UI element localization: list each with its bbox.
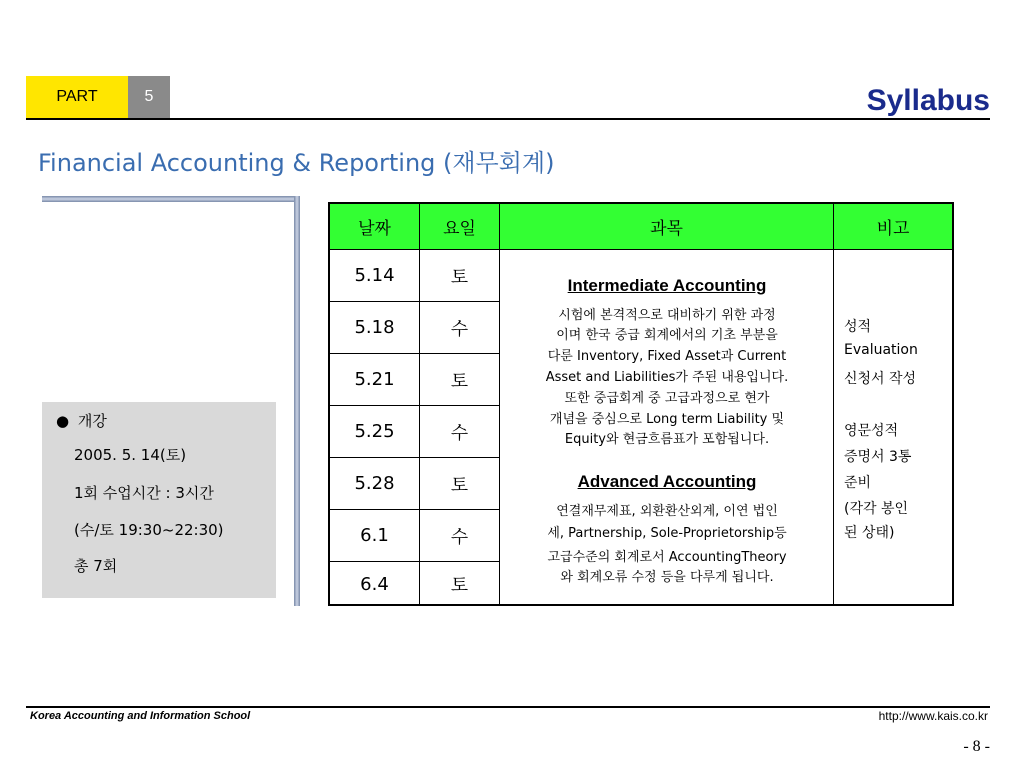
header-date: 날짜	[330, 204, 420, 250]
row-date: 6.4	[330, 562, 420, 606]
page-number: - 8 -	[963, 738, 990, 755]
footer-divider	[26, 706, 990, 708]
course-info-box	[42, 402, 276, 598]
course-description-cell	[500, 250, 834, 606]
row-day: 토	[420, 562, 500, 606]
header-notes: 비고	[834, 204, 952, 250]
course-text-line: Equity와 현금흐름표가 포함됩니다.	[564, 432, 770, 447]
course-text-line: 이며 한국 중급 회계에서의 기초 부분을	[556, 328, 778, 343]
part-label: PART	[26, 76, 128, 118]
part-number: 5	[128, 76, 170, 118]
info-class-duration: 1회 수업시간 : 3시간	[74, 484, 214, 502]
note-line: (각각 봉인	[844, 501, 909, 517]
course-text-line: 또한 중급회계 중 고급과정으로 현가	[564, 391, 770, 406]
note-line: 증명서 3통	[844, 449, 912, 465]
row-day: 수	[420, 302, 500, 354]
note-line: 영문성적	[844, 423, 899, 439]
row-date: 5.18	[330, 302, 420, 354]
panel-side-bar	[294, 196, 300, 606]
course-text-line: 다룬 Inventory, Fixed Asset과 Current	[547, 349, 787, 364]
course-text-line: 고급수준의 회계로서 AccountingTheory	[547, 550, 787, 565]
info-heading-row	[56, 410, 107, 431]
row-day: 토	[420, 250, 500, 302]
bullet-icon: ●	[56, 412, 70, 430]
info-class-time: (수/토 19:30~22:30)	[74, 521, 224, 539]
course-title-advanced: Advanced Accounting	[577, 472, 757, 491]
row-date: 5.14	[330, 250, 420, 302]
course-text-line: 개념을 중심으로 Long term Liability 및	[549, 412, 785, 427]
notes-cell	[834, 250, 952, 606]
row-day: 토	[420, 354, 500, 406]
row-day: 수	[420, 510, 500, 562]
header-day: 요일	[420, 204, 500, 250]
course-text-line: 연결재무제표, 외환환산외계, 이연 법인	[556, 504, 778, 519]
footer-school-name: Korea Accounting and Information School	[30, 710, 251, 722]
note-line: 된 상태)	[844, 525, 895, 541]
row-date: 6.1	[330, 510, 420, 562]
note-line: 성적	[844, 319, 872, 335]
note-line: Evaluation	[844, 342, 918, 358]
info-heading: 개강	[77, 412, 107, 430]
schedule-table	[328, 202, 954, 606]
course-text-line: Asset and Liabilities가 주된 내용입니다.	[545, 370, 789, 385]
info-total-sessions: 총 7회	[74, 557, 118, 575]
row-date: 5.28	[330, 458, 420, 510]
course-text-line: 세, Partnership, Sole-Proprietorship등	[547, 526, 787, 541]
panel-top-bar	[42, 196, 300, 202]
slide-title: Syllabus	[866, 84, 990, 117]
note-line: 준비	[844, 475, 872, 491]
header-course: 과목	[500, 204, 834, 250]
course-title-intermediate: Intermediate Accounting	[567, 276, 767, 295]
course-text-line: 시험에 본격적으로 대비하기 위한 과정	[558, 308, 776, 323]
row-date: 5.25	[330, 406, 420, 458]
header-divider	[26, 118, 990, 120]
row-day: 토	[420, 458, 500, 510]
course-subtitle: Financial Accounting & Reporting (재무회계)	[38, 149, 555, 177]
footer-url[interactable]: http://www.kais.co.kr	[878, 709, 988, 723]
row-date: 5.21	[330, 354, 420, 406]
info-start-date: 2005. 5. 14(토)	[74, 446, 187, 464]
note-line: 신청서 작성	[844, 371, 917, 387]
course-text-line: 와 회계오류 수정 등을 다루게 됩니다.	[560, 570, 774, 585]
row-day: 수	[420, 406, 500, 458]
